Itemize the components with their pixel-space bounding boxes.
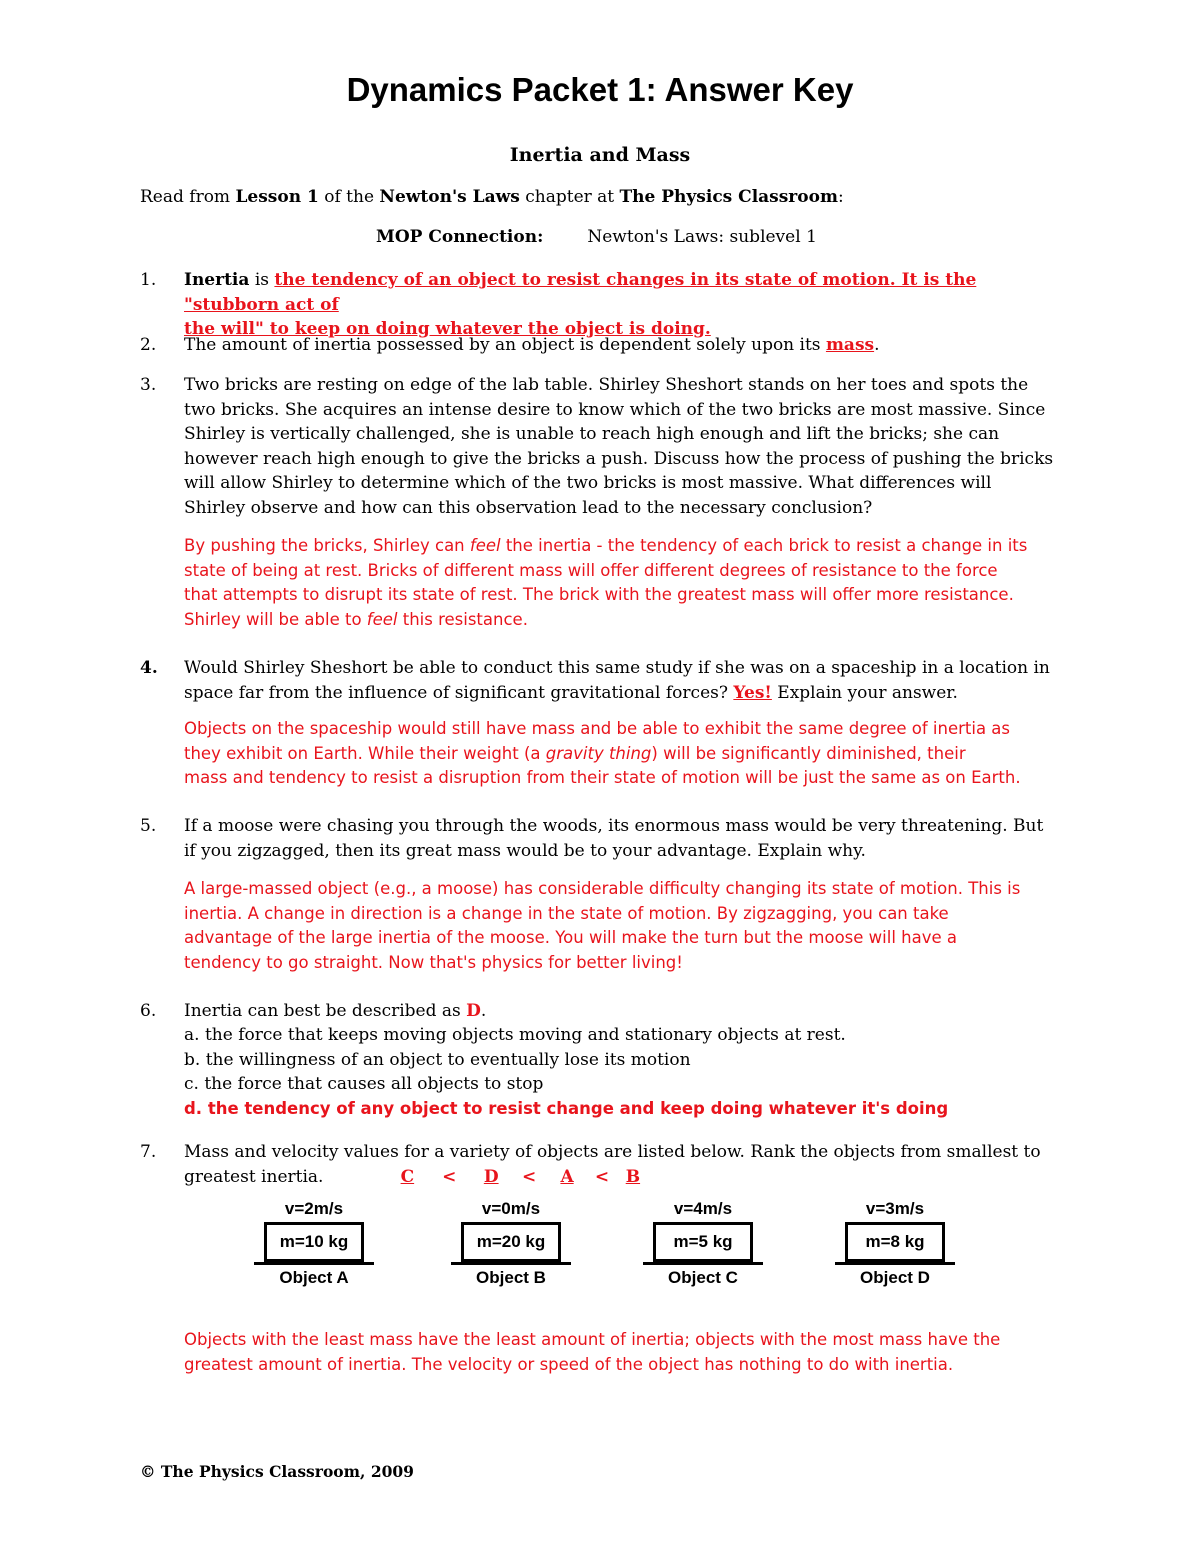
ground-line <box>451 1262 571 1265</box>
answer-line: A large-massed object (e.g., a moose) has considerable difficulty changing its state of motion. This is <box>184 879 1021 898</box>
velocity-label: v=4m/s <box>673 1199 733 1218</box>
rank-item: B <box>625 1166 641 1187</box>
ans3-italic: feel <box>366 609 398 629</box>
q7-line <box>184 1165 1060 1190</box>
question-number: 2. <box>140 335 157 355</box>
mass-box <box>845 1222 945 1262</box>
q5-line: If a moose were chasing you through the woods, its enormous mass would be very threatening. But <box>184 816 1044 836</box>
mop-label: MOP Connection: <box>376 227 544 247</box>
answer-line: Objects on the spaceship would still have mass and be able to exhibit the same degree of inertia as <box>184 719 1011 738</box>
mass-box <box>461 1222 561 1262</box>
q3-line: however reach high enough to give the bricks a push. Discuss how the process of pushing the bricks <box>184 448 1054 469</box>
ans3-text: the inertia - the tendency of each brick to resist a change in its <box>500 536 1028 555</box>
ans4-italic: gravity thing <box>545 743 652 763</box>
q6-text: Inertia can best be described as <box>184 1001 467 1021</box>
object-a <box>254 1198 374 1289</box>
q2-end: . <box>874 335 880 355</box>
site-name: The Physics Classroom <box>619 187 838 207</box>
object-c <box>643 1198 763 1289</box>
question-text <box>184 814 1060 863</box>
q1-is: is <box>249 270 275 290</box>
read-middle: of the <box>318 187 380 207</box>
question-text <box>184 1140 1060 1189</box>
rank-item: C <box>400 1166 415 1187</box>
q5-line: if you zigzagged, then its great mass would be to your advantage. Explain why. <box>184 840 866 861</box>
ground-line <box>643 1262 763 1265</box>
term-inertia: Inertia <box>184 270 250 290</box>
answer-line: advantage of the large inertia of the moose. You will make the turn but the moose will have a <box>184 928 957 947</box>
choice-list <box>184 1023 1064 1121</box>
answer-line: Objects with the least mass have the least amount of inertia; objects with the most mass have the <box>184 1330 1001 1349</box>
lesson-name: Lesson 1 <box>235 187 319 207</box>
mass-label: m=20 kg <box>476 1231 546 1251</box>
answer-line: inertia. A change in direction is a change in the state of motion. By zigzagging, you can take <box>184 903 949 923</box>
q4-line <box>184 681 1060 706</box>
question-number: 6. <box>140 1001 157 1021</box>
choice-c: c. the force that causes all objects to stop <box>184 1074 544 1094</box>
answer-definition-line1: the tendency of an object to resist changes in its state of motion. It is the "stubborn act of <box>184 270 977 315</box>
question-text <box>184 656 1060 705</box>
q2-text: The amount of inertia possessed by an object is dependent solely upon its <box>184 335 826 355</box>
ans3-text: By pushing the bricks, Shirley can <box>184 536 470 555</box>
answer-mass: mass <box>825 335 875 355</box>
velocity-label: v=0m/s <box>481 1199 541 1218</box>
choice-b: b. the willingness of an object to eventually lose its motion <box>184 1049 691 1070</box>
mass-label: m=10 kg <box>279 1231 349 1251</box>
rank-symbol: < <box>442 1166 457 1187</box>
object-b <box>451 1198 571 1289</box>
answer-line <box>184 742 1064 767</box>
velocity-label: v=3m/s <box>865 1199 925 1218</box>
ans3-italic: feel <box>469 536 501 555</box>
ans3-text: this resistance. <box>397 609 528 629</box>
ans4-text: ) will be significantly diminished, their <box>651 743 966 763</box>
answer-line: state of being at rest. Bricks of different mass will offer different degrees of resistance to the force <box>184 560 998 580</box>
question-number: 7. <box>140 1142 157 1162</box>
answer-definition-line2: the will" to keep on doing whatever the object is doing. <box>184 319 711 339</box>
q3-line: will allow Shirley to determine which of the two bricks is most massive. What differences will <box>184 473 992 493</box>
q3-line: Shirley is vertically challenged, she is unable to reach high enough and lift the bricks; she can <box>184 424 1000 444</box>
rank-symbol: < <box>594 1166 610 1187</box>
ans3-text: Shirley will be able to <box>184 609 367 629</box>
object-name: Object D <box>860 1268 930 1287</box>
mass-box <box>653 1222 753 1262</box>
answer-letter: D <box>466 1001 481 1021</box>
read-middle2: chapter at <box>519 187 620 207</box>
mop-connection <box>376 225 1076 250</box>
reading-instruction <box>140 185 1080 210</box>
rank-item: D <box>483 1166 499 1187</box>
q3-line: Two bricks are resting on edge of the lab table. Shirley Sheshort stands on her toes and spots the <box>184 375 1029 395</box>
q6-end: . <box>480 1001 487 1021</box>
q7-text: greatest inertia. <box>184 1166 324 1187</box>
choice-d-correct: d. the tendency of any object to resist change and keep doing whatever it's doing <box>184 1098 949 1118</box>
page-title: Dynamics Packet 1: Answer Key <box>346 71 854 108</box>
answer-7 <box>184 1328 1064 1377</box>
ranking <box>383 1167 646 1187</box>
rank-item: A <box>560 1166 574 1187</box>
question-text <box>184 373 1060 520</box>
rank-symbol: < <box>522 1166 537 1187</box>
mass-label: m=5 kg <box>673 1231 733 1251</box>
velocity-label: v=2m/s <box>284 1199 344 1218</box>
object-name: Object A <box>279 1268 349 1287</box>
answer-line <box>184 534 1064 559</box>
q4-text: Explain your answer. <box>771 682 958 703</box>
question-number: 4. <box>140 658 158 678</box>
question-number: 1. <box>140 270 157 290</box>
chapter-name: Newton's Laws <box>379 187 520 207</box>
read-suffix: : <box>837 187 844 207</box>
q4-line: Would Shirley Sheshort be able to conduct this same study if she was on a spaceship in a location in <box>184 658 1050 678</box>
mass-box <box>264 1222 364 1262</box>
answer-line: that attempts to disrupt its state of rest. The brick with the greatest mass will offer more resistance. <box>184 585 1014 604</box>
object-name: Object C <box>668 1268 738 1287</box>
question-text <box>184 333 1060 358</box>
answer-line: tendency to go straight. Now that's physics for better living! <box>184 952 683 972</box>
question-text <box>184 999 1060 1024</box>
answer-3 <box>184 534 1064 632</box>
answer-yes: Yes! <box>733 682 772 703</box>
ground-line <box>254 1262 374 1265</box>
q7-line: Mass and velocity values for a variety of objects are listed below. Rank the objects from smallest to <box>184 1142 1041 1162</box>
q3-line: two bricks. She acquires an intense desire to know which of the two bricks are most massive. Since <box>184 399 1046 420</box>
question-text <box>184 268 1060 342</box>
answer-line: greatest amount of inertia. The velocity or speed of the object has nothing to do with inertia. <box>184 1354 954 1374</box>
answer-5 <box>184 877 1064 975</box>
q4-text: space far from the influence of significant gravitational forces? <box>184 682 734 703</box>
question-number: 5. <box>140 816 157 836</box>
read-prefix: Read from <box>140 187 236 207</box>
copyright-footer: © The Physics Classroom, 2009 <box>140 1462 414 1481</box>
answer-line <box>184 608 1064 633</box>
object-d <box>835 1198 955 1289</box>
mop-value: Newton's Laws: sublevel 1 <box>587 227 817 247</box>
question-number: 3. <box>140 375 157 395</box>
ground-line <box>835 1262 955 1265</box>
object-name: Object B <box>476 1268 546 1287</box>
ans4-text: they exhibit on Earth. While their weight (a <box>184 743 546 763</box>
answer-line: mass and tendency to resist a disruption from their state of motion will be just the same as on Earth. <box>184 768 1021 787</box>
answer-4 <box>184 717 1064 791</box>
q3-line: Shirley observe and how can this observation lead to the necessary conclusion? <box>184 497 873 518</box>
section-subtitle: Inertia and Mass <box>509 144 691 166</box>
mass-label: m=8 kg <box>865 1231 925 1251</box>
choice-a: a. the force that keeps moving objects moving and stationary objects at rest. <box>184 1025 846 1045</box>
